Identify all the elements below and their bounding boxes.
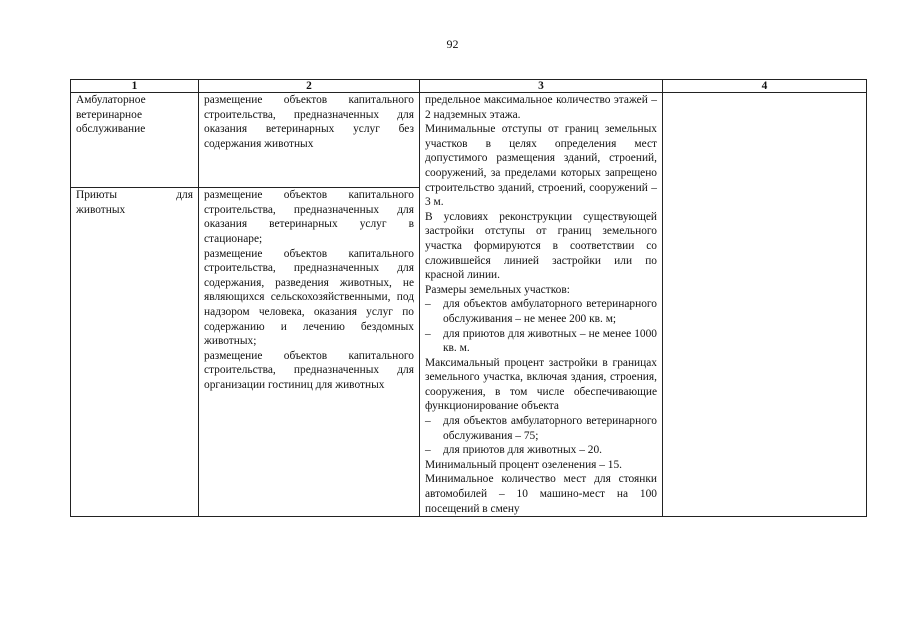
param-plot-size-shelter: для приютов для животных – не менее 1000 кв. м. <box>443 327 657 355</box>
param-coverage-vet: для объектов амбулаторного ветеринарного обслуживания – 75; <box>443 415 657 442</box>
col4-cell <box>663 93 867 517</box>
use-description: размещение объектов капитального строительства, предназначенных для содержания, разведения животных, не являющихся сельскохозяйственными, под надзором человека, оказания услуг по содержанию и лечению бездомных животных; <box>204 247 414 348</box>
list-item <box>425 443 657 458</box>
use-description-cell <box>199 93 420 188</box>
param-coverage-shelter: для приютов для животных – 20. <box>443 444 602 457</box>
dash-marker: – <box>425 415 431 428</box>
param-setbacks: Минимальные отступы от границ земельных участков в целях определения мест допустимого размещения зданий, строений, сооружений, за пределами которых запрещено строительство зданий, строений, сооружений – 3 м. <box>425 123 657 209</box>
param-reconstruction: В условиях реконструкции существующей застройки отступы от границ земельного участка формируются в соответствии со сложившейся линией застройки или по красной линии. <box>425 210 657 282</box>
param-plot-size-vet: для объектов амбулаторного ветеринарного обслуживания – не менее 200 кв. м; <box>443 298 657 325</box>
header-col-2: 2 <box>199 80 420 93</box>
list-item <box>425 414 657 443</box>
parameters-cell <box>420 93 663 517</box>
use-name-part: животных <box>76 203 126 216</box>
use-description: размещение объектов капитального строительства, предназначенных для организации гостиниц для животных <box>204 349 414 391</box>
use-description: размещение объектов капитального строительства, предназначенных для оказания ветеринарных услуг без содержания животных <box>204 94 414 150</box>
param-plot-sizes-title: Размеры земельных участков: <box>425 283 570 296</box>
param-parking: Минимальное количество мест для стоянки автомобилей – 10 машино-мест на 100 посещений в смену <box>425 473 657 515</box>
page-number: 92 <box>446 37 459 51</box>
use-name-line <box>76 188 193 203</box>
dash-marker: – <box>425 444 431 457</box>
use-name-part: Приюты <box>76 189 118 202</box>
param-greenery: Минимальный процент озеленения – 15. <box>425 458 623 471</box>
header-col-3: 3 <box>420 80 663 93</box>
param-floors: предельное максимальное количество этажей – 2 надземных этажа. <box>425 94 657 121</box>
list-item <box>425 297 657 326</box>
use-name-part: для <box>176 189 193 202</box>
header-col-4: 4 <box>663 80 867 93</box>
use-description-cell <box>199 188 420 517</box>
param-coverage-title: Максимальный процент застройки в границах земельного участка, включая здания, строения, сооружения, в том числе обеспечивающие функционирование объекта <box>425 356 657 413</box>
table-row <box>71 93 867 188</box>
use-name-cell <box>71 188 199 517</box>
use-name: Амбулаторное ветеринарное обслуживание <box>76 94 146 136</box>
use-name-cell <box>71 93 199 188</box>
list-item <box>425 327 657 356</box>
dash-marker: – <box>425 298 431 311</box>
dash-marker: – <box>425 327 431 340</box>
table-header-row <box>71 80 867 93</box>
header-col-1: 1 <box>71 80 199 93</box>
regulations-table <box>70 79 867 517</box>
use-description: размещение объектов капитального строительства, предназначенных для оказания ветеринарных услуг в стационаре; <box>204 189 414 245</box>
